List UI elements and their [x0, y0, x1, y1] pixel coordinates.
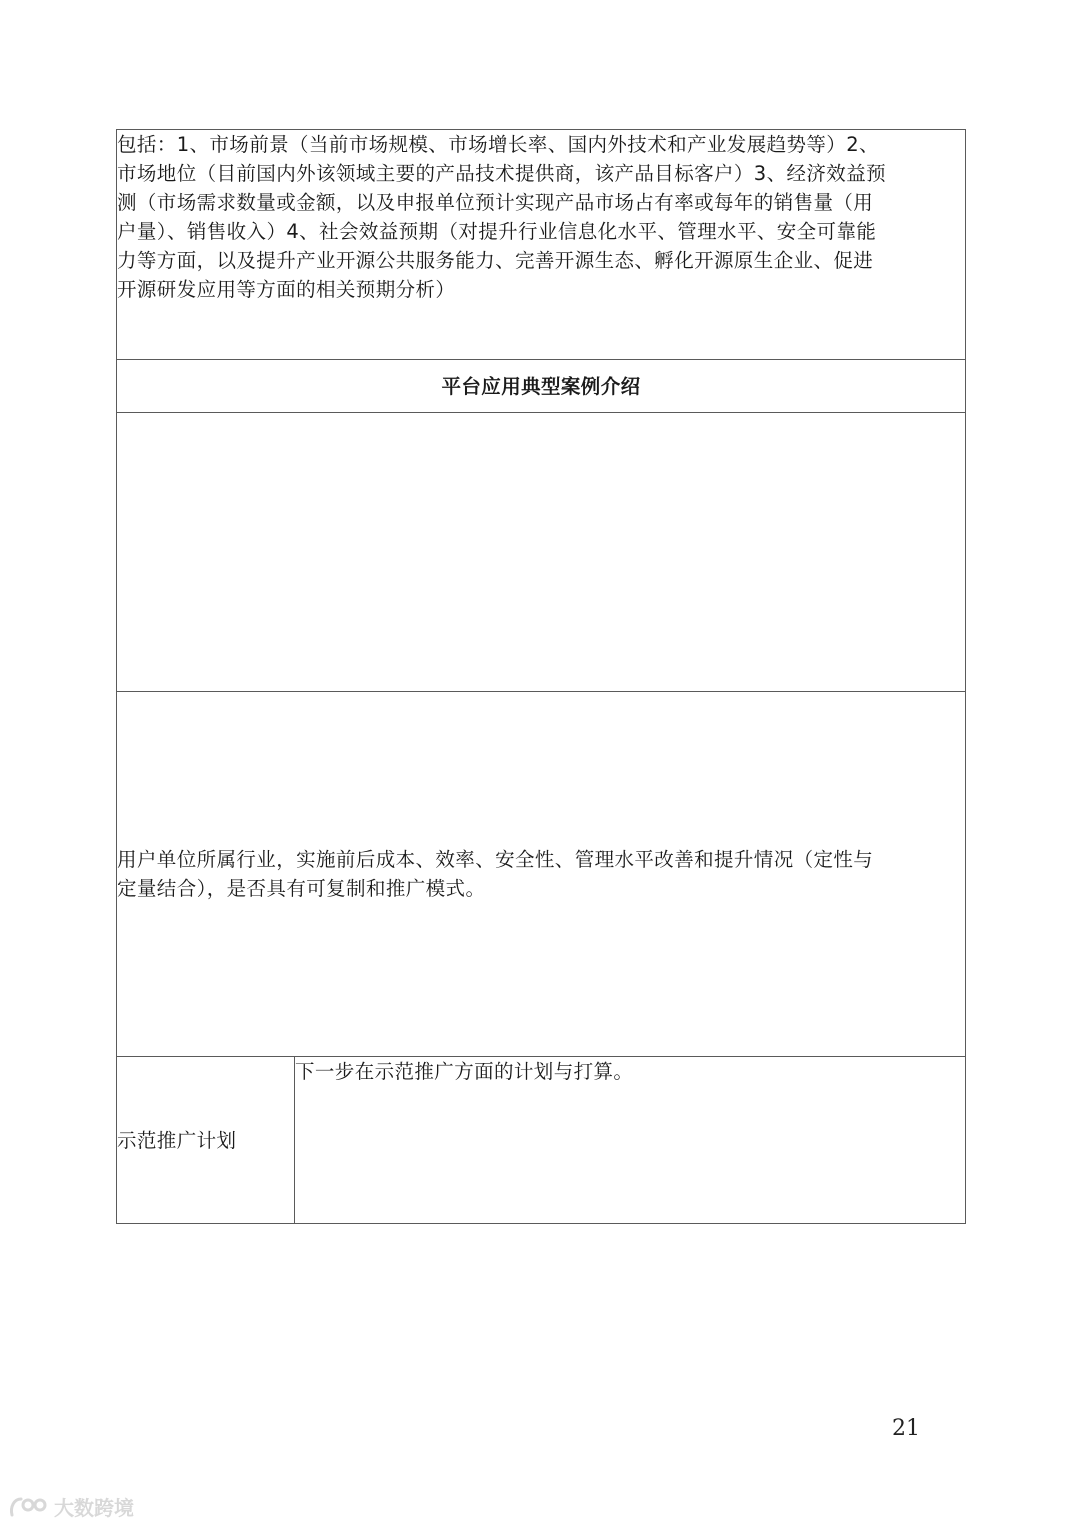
watermark-logo-icon [8, 1495, 50, 1519]
case-user-row [117, 692, 966, 1057]
watermark [8, 1492, 134, 1521]
market-analysis-row [117, 130, 966, 360]
page-number: 21 [892, 1416, 920, 1441]
market-analysis-text: 包括：1、市场前景（当前市场规模、市场增长率、国内外技术和产业发展趋势等）2、 市场地位（目前国内外该领域主要的产品技术提供商，该产品目标客户）3、经济效益预 测（市场需求数量或金额，以及申报单位预计实现产品市场占有率或每年的销售量（用 户量）、销售收入）4、社会效益预期（对提升行业信息化水平、管理水平、安全可靠能 力等方面，以及提升产业开源公共服务能力、完善开源生态、孵化开源原生企业、促进 开源研发应用等方面的相关预期分析） [117, 130, 966, 360]
application-form-table [116, 129, 966, 1224]
promotion-plan-text: 下一步在示范推广方面的计划与打算。 [295, 1057, 966, 1224]
case-blank-row [117, 413, 966, 692]
case-section-header-row [117, 360, 966, 413]
case-user-text: 用户单位所属行业，实施前后成本、效率、安全性、管理水平改善和提升情况（定性与 定量结合），是否具有可复制和推广模式。 [117, 692, 966, 1057]
case-blank-cell [117, 413, 966, 692]
case-section-title: 平台应用典型案例介绍 [117, 360, 966, 413]
promotion-plan-row [117, 1057, 966, 1224]
watermark-text: 大数跨境 [54, 1496, 134, 1520]
promotion-plan-label: 示范推广计划 [117, 1057, 295, 1224]
